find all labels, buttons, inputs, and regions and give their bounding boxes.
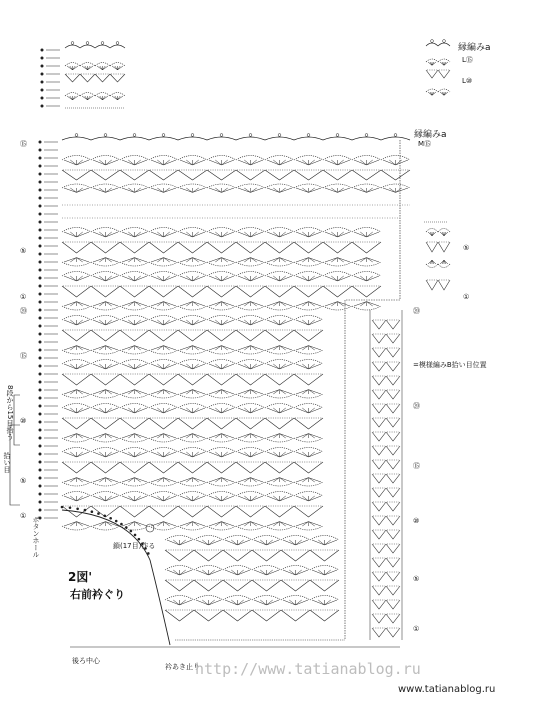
- figure-title: 右前衿ぐり: [70, 588, 125, 601]
- chain-note: 鎖(17目)作る: [113, 542, 156, 550]
- row-l-top-label: L⑮: [462, 56, 473, 64]
- right-front-band: [370, 310, 402, 640]
- left-row-number: ①: [20, 512, 27, 520]
- buttonhole-label: ボタンホール: [32, 516, 40, 558]
- watermark-url: http://www.tatianablog.ru: [195, 660, 421, 678]
- edging-label-main: 縁編みa: [414, 130, 447, 140]
- figure-label: 2図': [68, 570, 93, 584]
- right-row-number: ⑳: [413, 402, 420, 410]
- left-row-number: ⑤: [20, 247, 27, 255]
- left-row-number: ⑤: [20, 477, 27, 485]
- left-row-number: ①: [20, 293, 27, 301]
- left-side-markers: [10, 49, 469, 634]
- neck-open-end-label: 衿あき止り: [165, 663, 200, 671]
- top-right-swatch: [424, 40, 450, 290]
- row-l-mid-label: L⑩: [462, 77, 473, 85]
- right-row-number: ①: [463, 293, 470, 301]
- right-row-number: ⑩: [413, 517, 420, 525]
- side-rows-note: 8段から15目拾う: [6, 385, 14, 441]
- edging-label-top: 縁編みa: [458, 43, 491, 53]
- right-row-number: ⑳: [413, 307, 420, 315]
- right-row-number: ⑤: [463, 244, 470, 252]
- back-center-label: 後ろ中心: [72, 657, 100, 665]
- left-row-number: ⑮: [20, 140, 27, 148]
- right-row-number: ①: [413, 625, 420, 633]
- pattern-b-note: =模様編みB拾い目位置: [413, 361, 487, 369]
- side-pickup-label: 拾い目: [3, 452, 11, 473]
- watermark-corner: www.tatianablog.ru: [398, 684, 496, 695]
- right-row-number: ⑤: [413, 575, 420, 583]
- left-row-number: ⑳: [20, 307, 27, 315]
- row-marker-m: M⑮: [418, 140, 432, 148]
- top-left-swatch: [65, 42, 125, 108]
- left-row-number: ⑩: [20, 417, 27, 425]
- main-panel: [62, 134, 410, 647]
- left-row-number: ⑮: [20, 352, 27, 360]
- right-row-number: ⑮: [413, 462, 420, 470]
